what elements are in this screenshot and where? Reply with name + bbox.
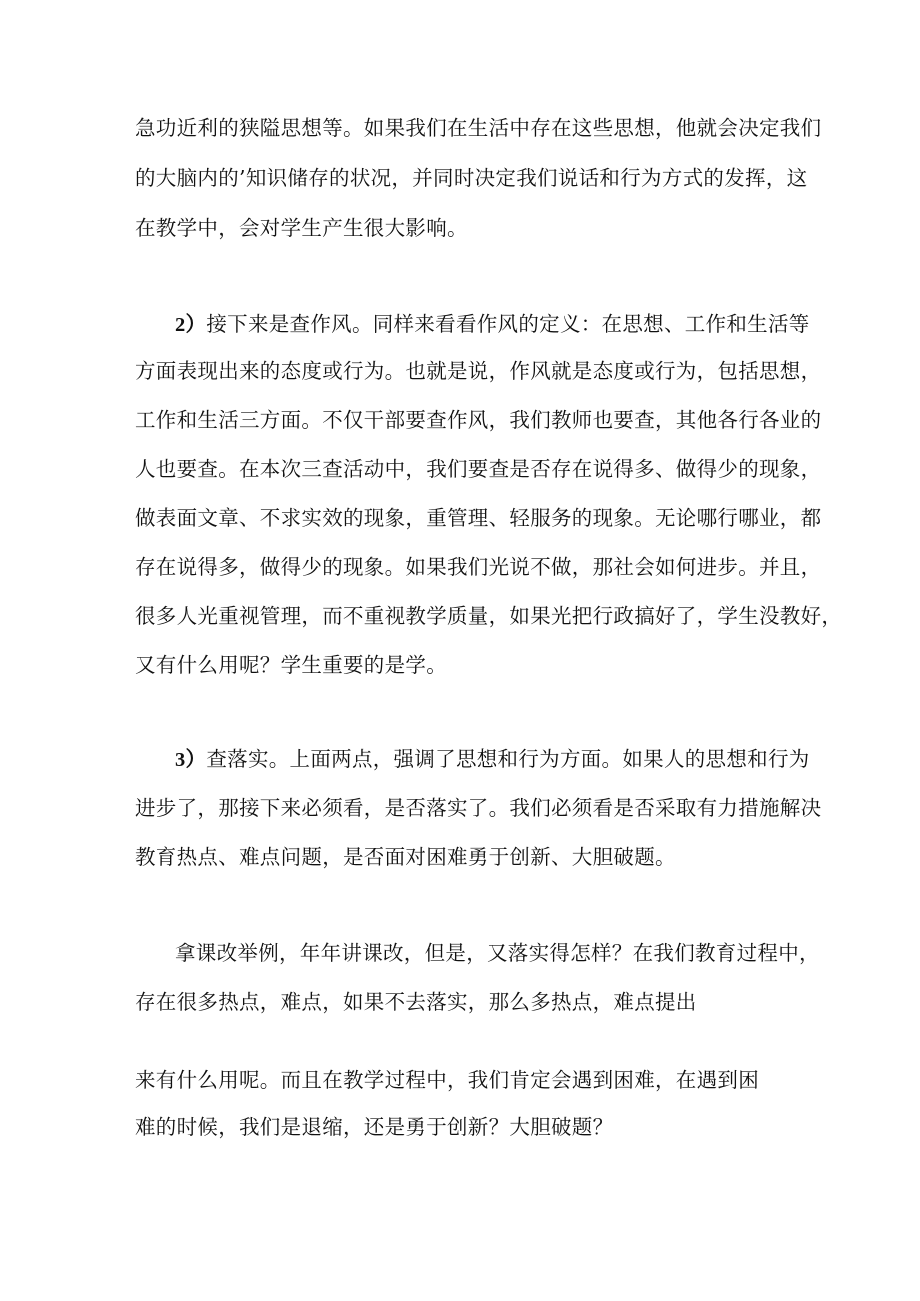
paragraph-1-line-2: 的大脑内的’知识储存的状况，并同时决定我们说话和行为方式的发挥，这 <box>135 166 808 190</box>
paragraph-2-line-8: 又有什么用呢？学生重要的是学。 <box>135 653 447 677</box>
paragraph-3-line-1-text: 查落实。上面两点，强调了思想和行为方面。如果人的思想和行为 <box>206 747 810 771</box>
paragraph-3-line-3: 教育热点、难点问题，是否面对困难勇于创新、大胆破题。 <box>135 845 676 869</box>
paragraph-2-line-2: 方面表现出来的态度或行为。也就是说，作风就是态度或行为，包括思想， <box>135 359 822 383</box>
paragraph-2-line-1 <box>175 310 810 339</box>
paragraph-2-line-5: 做表面文章、不求实效的现象，重管理、轻服务的现象。无论哪行哪业，都 <box>135 506 822 530</box>
paragraph-2-line-1-text: 接下来是查作风。同样来看看作风的定义：在思想、工作和生活等 <box>206 312 810 336</box>
paragraph-5-line-1: 来有什么用呢。而且在教学过程中，我们肯定会遇到困难，在遇到困 <box>135 1068 759 1092</box>
paragraph-3-line-2: 进步了，那接下来必须看，是否落实了。我们必须看是否采取有力措施解决 <box>135 796 822 820</box>
paragraph-2-line-6: 存在说得多，做得少的现象。如果我们光说不做，那社会如何进步。并且， <box>135 555 822 579</box>
paragraph-5-line-2: 难的时候，我们是退缩，还是勇于创新？大胆破题？ <box>135 1115 614 1139</box>
paragraph-2-line-3: 工作和生活三方面。不仅干部要查作风，我们教师也要查，其他各行各业的 <box>135 408 822 432</box>
paragraph-4-line-2: 存在很多热点，难点，如果不去落实，那么多热点，难点提出 <box>135 990 697 1014</box>
paragraph-2-number: 2） <box>175 314 207 336</box>
paragraph-4-line-1: 拿课改举例，年年讲课改，但是，又落实得怎样？在我们教育过程中， <box>175 941 820 965</box>
paragraph-3-number: 3） <box>175 749 207 771</box>
paragraph-2-line-7: 很多人光重视管理，而不重视教学质量，如果光把行政搞好了，学生没教好， <box>135 604 843 628</box>
paragraph-1-line-3: 在教学中，会对学生产生很大影响。 <box>135 216 468 240</box>
paragraph-3-line-1 <box>175 745 810 774</box>
paragraph-2-line-4: 人也要查。在本次三查活动中，我们要查是否存在说得多、做得少的现象， <box>135 457 822 481</box>
paragraph-1-line-1: 急功近利的狭隘思想等。如果我们在生活中存在这些思想，他就会决定我们 <box>135 116 822 140</box>
